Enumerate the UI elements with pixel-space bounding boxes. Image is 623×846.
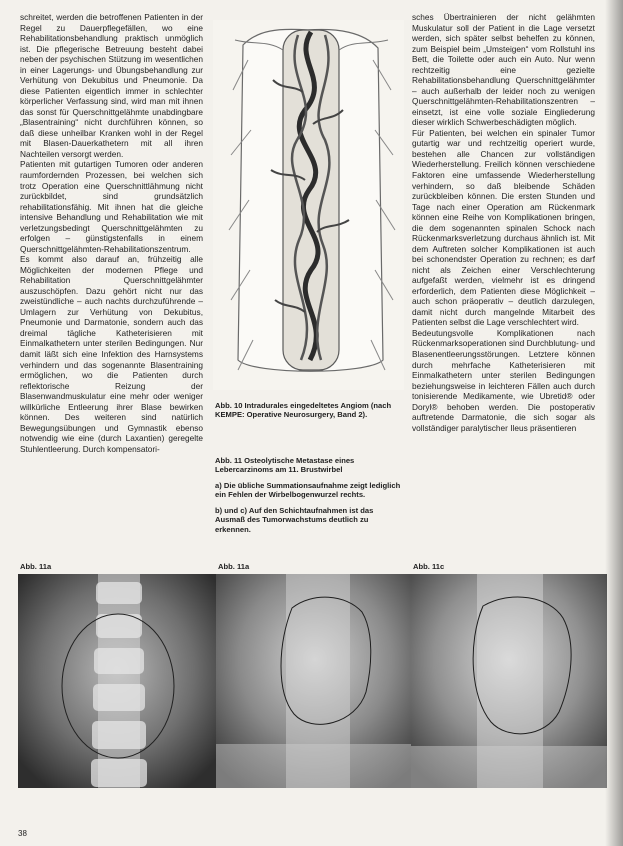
left-paragraph-3: Es kommt also darauf an, frühzeitig alle Möglichkeiten der modernen Pflege und Rehabilitation Querschnittgelähmter auszuschöpfen. Dazu gehört nicht nur das zweistündliche – auch nachts durchzuführende – Umlagern zur Verhütung von Dekubitus, Pneumonie und Darmatonie, sondern auch das dreimal tägliche Katheterisieren mit Einmalkathetern unter sterilen Bedingungen. Nur damit läßt sich eine Infektion des Harnsystems verhindern und das sogenannte Blasentraining ermöglichen, wo die Patienten durch reflektorische Reizung der Blasenwandmuskulatur eine mehr oder weniger willkürliche Entleerung ihrer Blase bewirken können. Des weiteren sind natürlich Bewegungsübungen und Gymnastik ebenso notwendig wie eine (durch Laxantien) geregelte Stuhlentleerung. Durch kompensatori- [20, 254, 203, 454]
figure10-caption-text: Abb. 10 Intradurales eingedeltetes Angiom (nach KEMPE: Operative Neurosurgery, Band 2). [215, 401, 392, 420]
xray-image-a [18, 574, 216, 788]
left-paragraph-2: Patienten mit gutartigen Tumoren oder anderen raumfordernden Prozessen, bei welchen sich trotz Operation eine Querschnittlähmung nicht zurückbildet, sind grundsätzlich rehabilitationsfähig. Mit ihnen hat die gleiche intensive Behandlung und Rehabilitation wie mit verletzungsbedingt Querschnittgelähmten zu erfolgen – günstigstenfalls in einem Querschnittgelähmten-Rehabilitationszentrum. [20, 159, 203, 254]
xray-c-label: Abb. 11c [413, 562, 445, 571]
xray-a-label: Abb. 11a [20, 562, 52, 571]
left-paragraph-1: schreitet, werden die betroffenen Patienten in der Regel zu Dauerpflegefällen, wo eine Rehabilitationsbehandlung praktisch unmöglich ist. Die pflegerische Betreuung besteht dabei neben der psychischen Stützung im wesentlichen in einer Lagerungs- und Übungsbehandlung zur Verhütung von Dekubitus und Pneumonie. Da diese Patienten eigentlich immer in schlechter körperlicher Verfassung sind, wird man mit ihnen das sonst für Querschnittgelähmte unabdingbare „Blasentraining“ nicht durchführen können, so daß diese unheilbar Kranken wohl in der Regel mit Blasen-Dauerkathetern mit all ihren Nachteilen versorgt werden. [20, 12, 203, 159]
angioma-illustration [213, 20, 404, 390]
binding-shadow [605, 0, 623, 846]
right-paragraph-2: Für Patienten, bei welchen ein spinaler Tumor gutartig war und rechtzeitig operiert wurde, bestehen alle Chancen zur vollständigen Wiederherstellung. Freilich können verschiedene Faktoren eine umfassende Wiederherstellung verhindern, so daß bleibende Schäden zurückbleiben können. Die ersten Stunden und Tage nach einer Operation am Rückenmark können eine Reihe von Komplikationen bringen, die dem sogenannten spinalen Schock nach Rückenmarksverletzung durchaus ähnlich ist. Mit dem Auftreten solcher Komplikationen ist auch bei schonendster Operation zu rechnen; es darf nicht als Zeichen einer Verschlechterung aufgefaßt werden, vielmehr ist es dringend erforderlich, dem Patienten diese Möglichkeit – auch schon präoperativ – deutlich darzulegen, damit nicht durch mangelnde Mitarbeit des Patienten selbst die Lage verschlechtert wird. [412, 127, 595, 328]
figure11-caption-title: Abb. 11 Osteolytische Metastase eines Lebercarzinoms am 11. Brustwirbel [215, 456, 355, 475]
right-text-column [412, 12, 595, 433]
figure11-caption-bc: b) und c) Auf den Schichtaufnahmen ist das Ausmaß des Tumorwachstums deutlich zu erkennen. [215, 505, 374, 534]
right-paragraph-3: Bedeutungsvolle Komplikationen nach Rückenmarksoperationen sind Durchblutung- und Blasenentleerungsstörungen. Letztere können durch mehrfache Katheterisieren mit Einmalkathetern unter sterilen Bedingungen beziehungsweise in leichteren Fällen auch durch tonisierende Medikamente, wie Ubretid® oder Doryl® behoben werden. Die postoperativ auftretende Darmatonie, die sich sogar als vollständiger paralytischer Ileus präsentieren [412, 327, 595, 433]
figure11-caption-a: a) Die übliche Summationsaufnahme zeigt lediglich ein Fehlen der Wirbelbogenwurzel rechts. [215, 480, 401, 500]
page-number: 38 [18, 829, 27, 838]
left-text-column [20, 12, 203, 454]
xray-image-b [216, 574, 414, 788]
xray-image-c [411, 574, 607, 788]
right-paragraph-1: sches Übertrainieren der nicht gelähmten Muskulatur soll der Patient in die Lage versetzt werden, sich später selbst behelfen zu können, zum Beispiel beim „Umsteigen“ vom Rollstuhl ins Bett, die Toilette oder auch ein Auto. Nur wenn rechtzeitig eine gezielte Rehabilitationsbehandlung Querschnittgelähmter – auch außerhalb der leider noch zu wenigen Querschnittgelähmten-Rehabilitationszentren – einsetzt, ist eine volle soziale Eingliederung dieser wirklich Schwerbeschädigten möglich. [412, 12, 595, 128]
xray-b-label: Abb. 11a [218, 562, 250, 571]
figure11-caption [215, 456, 405, 540]
figure10-caption [215, 401, 405, 426]
